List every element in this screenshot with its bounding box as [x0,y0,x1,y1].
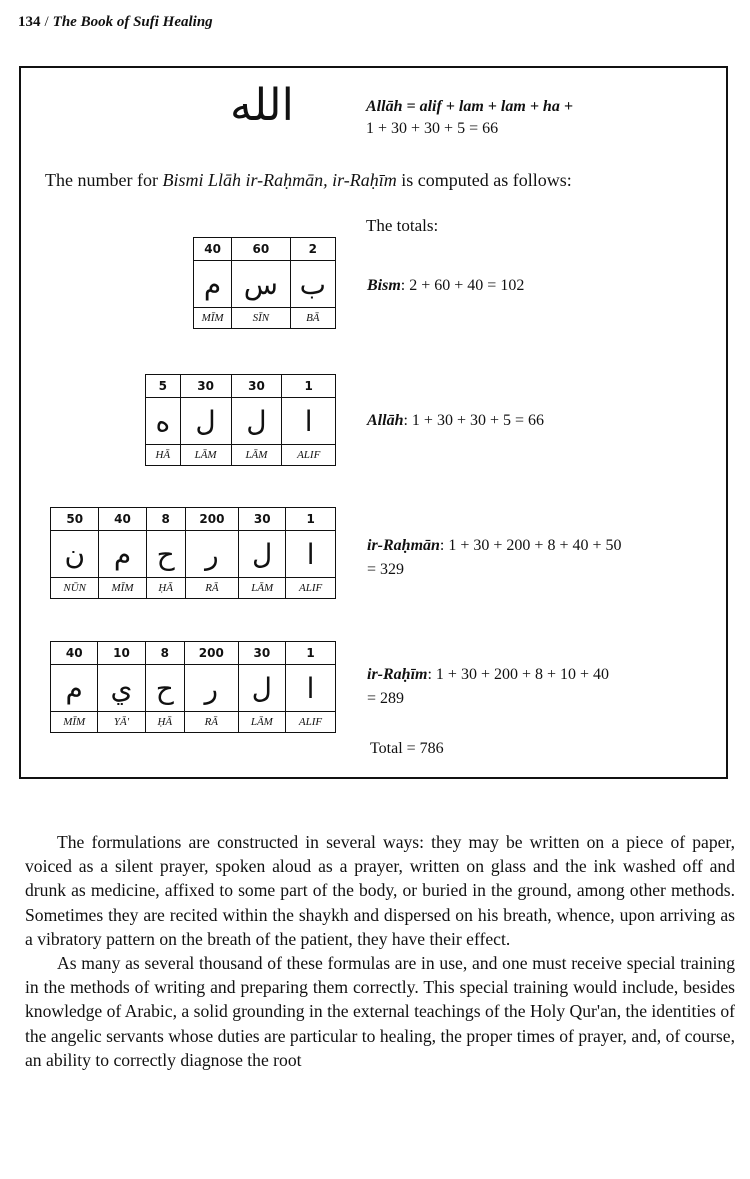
intro-post: is computed as follows: [396,170,572,190]
letter-value: 5 [146,375,181,398]
letter-name: RĀ [184,712,238,733]
calc-word: Allāh [367,412,404,429]
letter-name: ALIF [282,445,336,466]
arabic-letter: ا [282,398,336,445]
arabic-letter: ن [51,531,99,578]
book-title: The Book of Sufi Healing [52,14,213,30]
totals-label: The totals: [366,216,439,235]
calc-result: = 329 [367,561,405,578]
letter-table-rahman [50,507,336,599]
paragraph-1: The formulations are constructed in several ways: they may be written on a piece of paper, voiced as a silent prayer, spoken aloud as a prayer, written on glass and the ink washed off and drunk as medicine, affixed to some part of the body, or buried in the ground, among other methods. Sometimes they are recited within the shaykh and dispersed on his breath, whence, upon arriving as a vibratory pattern on the breath of the patient, they have their effect. [25,832,735,949]
letter-name: ḤĀ [146,578,185,599]
arabic-letter: ه [146,398,181,445]
letter-value: 30 [239,508,286,531]
header-separator: / [44,14,49,30]
letter-name: BĀ [290,308,335,329]
letter-value: 40 [194,238,232,261]
letter-value: 60 [232,238,290,261]
arabic-letter: ح [145,665,184,712]
arabic-letter: ل [231,398,282,445]
letter-name: LĀM [239,578,286,599]
allah-definition-letters: Allāh = alif + lam + lam + ha + [366,98,573,115]
intro-pre: The number for [45,170,163,190]
letter-name: RĀ [185,578,238,599]
arabic-letter: ر [184,665,238,712]
letter-name: MĪM [194,308,232,329]
arabic-letter: ي [98,665,145,712]
arabic-letter: م [99,531,146,578]
calc-rahman [367,534,621,582]
calc-result: = 289 [367,690,405,707]
allah-arabic-word: الله [230,80,294,131]
letter-name: HĀ [146,445,181,466]
arabic-letter: ل [180,398,231,445]
letter-value: 8 [145,642,184,665]
calc-expression: : 1 + 30 + 200 + 8 + 40 + 50 [439,537,622,554]
letter-value: 30 [231,375,282,398]
arabic-letter: ل [238,665,285,712]
letter-name: ALIF [286,712,336,733]
calc-bism [367,274,524,298]
calc-expression: : 2 + 60 + 40 = 102 [400,277,525,294]
letter-value: 10 [98,642,145,665]
letter-name: LĀM [238,712,285,733]
letter-name: ALIF [286,578,336,599]
allah-definition-sum: 1 + 30 + 30 + 5 = 66 [366,120,499,137]
letter-value: 50 [51,508,99,531]
arabic-letter: ل [239,531,286,578]
arabic-letter: س [232,261,290,308]
letter-value: 1 [286,508,336,531]
letter-name: LĀM [231,445,282,466]
letter-name: SĪN [232,308,290,329]
letter-name: YĀ' [98,712,145,733]
letter-value: 2 [290,238,335,261]
calc-expression: : 1 + 30 + 30 + 5 = 66 [403,412,545,429]
letter-name: MĪM [99,578,146,599]
arabic-letter: ح [146,531,185,578]
grand-total: Total = 786 [370,740,444,757]
letter-name: NŪN [51,578,99,599]
arabic-letter: ا [286,531,336,578]
letter-table-rahim [50,641,336,733]
letter-value: 40 [99,508,146,531]
calc-rahim [367,663,609,711]
arabic-letter: ا [286,665,336,712]
letter-value: 8 [146,508,185,531]
body-text [25,830,735,1072]
arabic-letter: ب [290,261,335,308]
page-number: 134 [18,14,41,30]
calc-word: ir-Raḥmān [367,537,440,554]
letter-value: 200 [184,642,238,665]
allah-definition [366,96,573,140]
calc-allah [367,409,544,433]
letter-name: MĪM [51,712,98,733]
letter-table-bism [193,237,336,329]
arabic-letter: م [51,665,98,712]
letter-value: 200 [185,508,238,531]
running-head [18,14,213,31]
letter-name: ḤĀ [145,712,184,733]
arabic-letter: ر [185,531,238,578]
letter-value: 30 [180,375,231,398]
calc-expression: : 1 + 30 + 200 + 8 + 10 + 40 [427,666,610,683]
letter-value: 40 [51,642,98,665]
letter-value: 1 [286,642,336,665]
paragraph-2: As many as several thousand of these formulas are in use, and one must receive special training in the methods of writing and preparing them correctly. This special training would include, besides knowledge of Arabic, a solid grounding in the external teachings of the Holy Qur'an, the identities of the angelic servants whose duties are particular to healing, the proper times of prayer, and, of course, an ability to correctly diagnose the root [25,953,735,1070]
letter-table-allah [145,374,336,466]
letter-name: LĀM [180,445,231,466]
calc-word: ir-Raḥīm [367,666,428,683]
intro-phrase: Bismi Llāh ir-Raḥmān, ir-Raḥīm [162,170,397,190]
intro-sentence [45,170,572,191]
letter-value: 1 [282,375,336,398]
arabic-letter: م [194,261,232,308]
letter-value: 30 [238,642,285,665]
calc-word: Bism [367,277,401,294]
